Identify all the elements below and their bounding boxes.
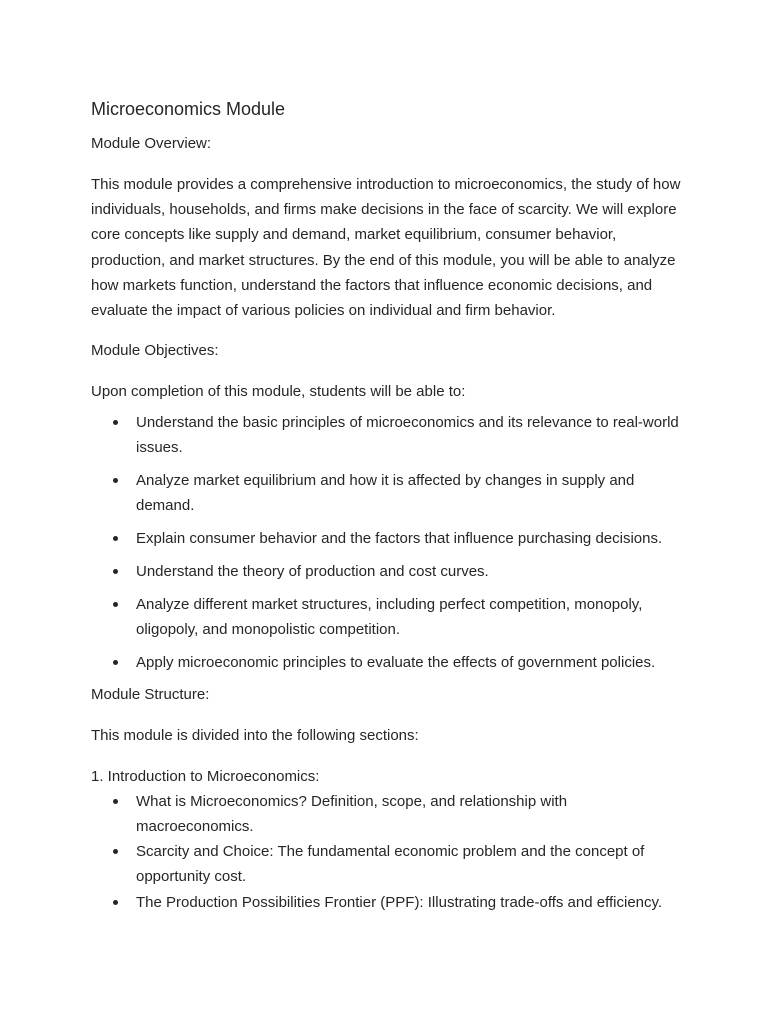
list-item-text: Analyze different market structures, including perfect competition, monopoly, oligopoly, and monopolistic competition.	[136, 596, 643, 639]
list-item-text: Understand the basic principles of microeconomics and its relevance to real-world issues.	[136, 414, 679, 457]
structure-intro: This module is divided into the following sections:	[91, 727, 419, 745]
list-item-text: What is Microeconomics? Definition, scope, and relationship with macroeconomics.	[136, 792, 568, 836]
list-item	[91, 839, 688, 889]
list-item	[91, 789, 688, 839]
bullet-icon	[113, 536, 118, 541]
section-heading: 1. Introduction to Microeconomics:	[91, 767, 320, 785]
structure-label: Module Structure:	[91, 686, 210, 704]
list-item-text: Analyze market equilibrium and how it is affected by changes in supply and demand.	[136, 472, 635, 515]
list-item	[91, 592, 688, 642]
list-item-text: Apply microeconomic principles to evaluate the effects of government policies.	[136, 654, 656, 672]
list-item-text: Explain consumer behavior and the factors that influence purchasing decisions.	[136, 530, 663, 548]
objectives-label: Module Objectives:	[91, 342, 219, 360]
list-item	[91, 410, 688, 460]
list-item	[91, 650, 688, 675]
objectives-list	[91, 410, 688, 675]
bullet-icon	[113, 849, 118, 854]
bullet-icon	[113, 420, 118, 425]
bullet-icon	[113, 478, 118, 483]
objectives-intro: Upon completion of this module, students will be able to:	[91, 383, 466, 401]
list-item-text: The Production Possibilities Frontier (PPF): Illustrating trade-offs and efficiency.	[136, 893, 663, 911]
section-list	[91, 789, 688, 915]
list-item-text: Scarcity and Choice: The fundamental economic problem and the concept of opportunity cost.	[136, 843, 645, 886]
document-title: Microeconomics Module	[91, 99, 286, 119]
list-item	[91, 890, 688, 915]
bullet-icon	[113, 799, 118, 804]
overview-label: Module Overview:	[91, 135, 212, 152]
list-item	[91, 468, 688, 518]
bullet-icon	[113, 900, 118, 905]
list-item	[91, 526, 688, 551]
overview-text: This module provides a comprehensive introduction to microeconomics, the study of how individuals, households, and firms make decisions in the face of scarcity. We will explore core concepts like supply and demand, market equilibrium, consumer behavior, production, and market structures. By the end of this module, you will be able to analyze how markets function, understand the factors that influence economic decisions, and evaluate the impact of various policies on individual and firm behavior.	[91, 176, 681, 320]
bullet-icon	[113, 660, 118, 665]
list-item-text: Understand the theory of production and cost curves.	[136, 563, 489, 581]
list-item	[91, 559, 688, 584]
bullet-icon	[113, 602, 118, 607]
bullet-icon	[113, 569, 118, 574]
